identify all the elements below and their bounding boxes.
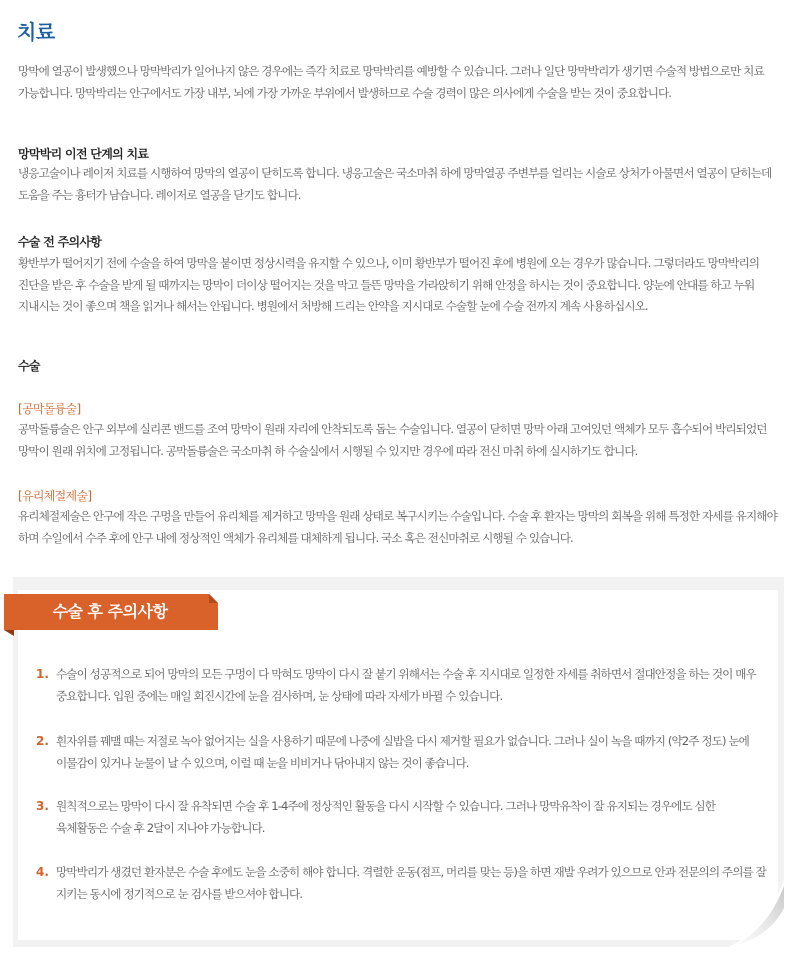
pre-surgery-heading: 수술 전 주의사항 [18,235,102,249]
post-care-item-3-number: 3. [36,799,49,813]
post-care-item-1-text: 수술이 성공적으로 되어 망막의 모든 구멍이 다 막혀도 망막이 다시 잘 붙기 위해서는 수술 후 지시대로 일정한 자세를 취하면서 절대안정을 하는 것이 매우 중요합니다. 입원 중에는 매일 회진시간에 눈을 검사하며, 눈 상태에 따라 자세가 바뀔 수 있습니다. [56,667,756,703]
vitrectomy-body: 유리체절제술은 안구에 작은 구멍을 만들어 유리체를 제거하고 망막을 원래 상태로 복구시키는 수술입니다. 수술 후 환자는 망막의 회복을 위해 특정한 자세를 유지해야 하며 수일에서 수주 후에 안구 내에 정상적인 액체가 유리체를 대체하게 됩니다. 국소 혹은 전신마취로 시행될 수 있습니다. [18,509,777,545]
post-care-banner-text: 수술 후 주의사항 [52,602,168,621]
scleral-buckle-body: 공막돌륭술은 안구 외부에 실리콘 밴드를 조여 망막이 원래 자리에 안착되도록 돕는 수술입니다. 열공이 닫히면 망막 아래 고여있던 액체가 모두 흡수되어 박리되었던 망막이 원래 위치에 고정됩니다. 공막돌륭술은 국소마취 하 수술실에서 시행될 수 있지만 경우에 따라 전신 마취 하에 실시하기도 합니다. [18,422,767,458]
pre-detachment-body: 냉응고술이나 레이저 치료를 시행하여 망막의 열공이 닫히도록 합니다. 냉응고술은 국소마취 하에 망막열공 주변부를 얼리는 시술로 상처가 아물면서 열공이 닫히는데 도움을 주는 흉터가 남습니다. 레이저로 열공을 닫기도 합니다. [18,166,772,202]
vitrectomy-label: [유리체절제술] [18,489,92,503]
page-title: 치료 [17,20,55,44]
post-care-item-4-text: 망막박리가 생겼던 환자분은 수술 후에도 눈을 소중히 해야 합니다. 격렬한 운동(점프, 머리를 맞는 등)을 하면 재발 우려가 있으므로 안과 전문의의 주의를 잘 지키는 동시에 정기적으로 눈 검사를 받으셔야 합니다. [56,865,766,901]
post-care-item-2-text: 흰자위를 꿰맬 때는 저절로 녹아 없어지는 실을 사용하기 때문에 나중에 실밥을 다시 제거할 필요가 없습니다. 그러나 실이 녹을 때까지 (약2주 정도) 눈에 이물감이 있거나 눈물이 날 수 있으며, 이럴 때 눈을 비비거나 닦아내지 않는 것이 좋습니다. [56,734,749,770]
scleral-buckle-label: [공막돌륭술] [18,402,81,416]
page-curl-decoration [728,880,784,947]
post-care-item-3-text: 원칙적으로는 망막이 다시 잘 유착되면 수술 후 1-4주에 정상적인 활동을 다시 시작할 수 있습니다. 그러나 망막유착이 잘 유지되는 경우에도 심한 육체활동은 수술 후 2달이 지나야 가능합니다. [56,799,716,835]
post-care-item-2-number: 2. [36,734,49,748]
pre-surgery-body: 황반부가 떨어지기 전에 수술을 하여 망막을 붙이면 정상시력을 유지할 수 있으나, 이미 황반부가 떨어진 후에 병원에 오는 경우가 많습니다. 그렇더라도 망막박리의 진단을 받은 후 수술을 받게 될 때까지는 망막이 더이상 떨어지는 것을 막고 들뜬 망막을 가라앉히기 위해 안정을 하시는 것이 중요합니다. 양눈에 안대를 하고 누워 지내시는 것이 좋으며 책을 읽거나 해서는 안됩니다. 병원에서 처방해 드리는 안약을 지시대로 수술할 눈에 수술 전까지 계속 사용하십시오. [18,256,760,313]
pre-detachment-heading: 망막박리 이전 단계의 치료 [18,147,149,161]
post-care-item-1-number: 1. [36,667,49,681]
surgery-heading: 수술 [18,359,40,373]
intro-paragraph: 망막에 열공이 발생했으나 망막박리가 일어나지 않은 경우에는 즉각 치료로 망막박리를 예방할 수 있습니다. 그러나 일단 망막박리가 생기면 수술적 방법으로만 치료 가능합니다. 망막박리는 안구에서도 가장 내부, 뇌에 가장 가까운 부위에서 발생하므로 수술 경력이 많은 의사에게 수술을 받는 것이 중요합니다. [18,64,764,100]
post-care-banner [4,594,222,636]
post-care-item-4-number: 4. [36,865,49,879]
